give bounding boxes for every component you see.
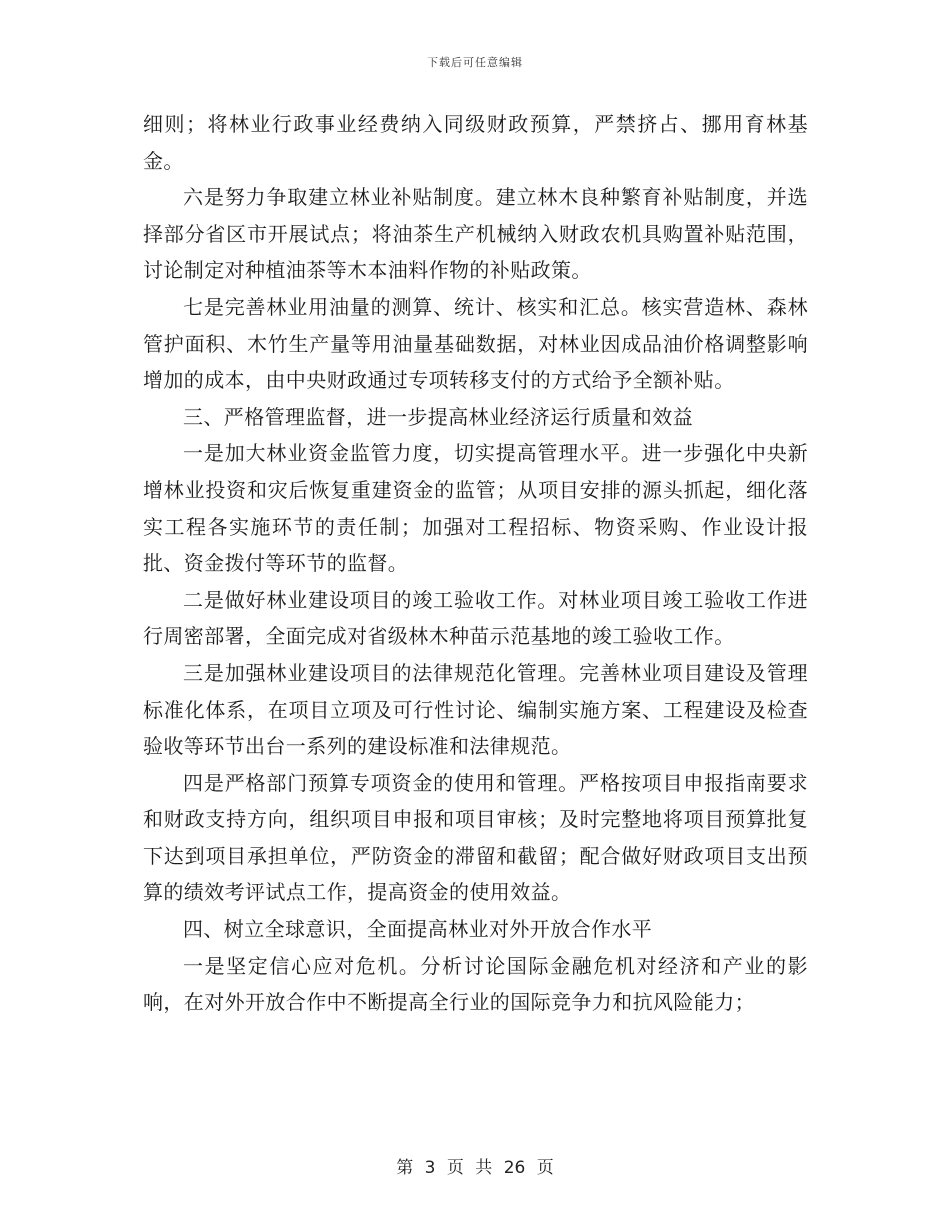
paragraph: 六是努力争取建立林业补贴制度。建立林木良种繁育补贴制度，并选择部分省区市开展试点；将油茶生产机械纳入财政农机具购置补贴范围，讨论制定对种植油茶等木本油料作物的补贴政策。 <box>143 185 808 283</box>
section-heading: 四、树立全球意识，全面提高林业对外开放合作水平 <box>183 917 653 942</box>
page-header: 下载后可任意编辑 <box>427 56 523 69</box>
page-number: 第 3 页 共 26 页 <box>396 1158 554 1178</box>
paragraph: 七是完善林业用油量的测算、统计、核实和汇总。核实营造林、森林管护面积、木竹生产量等用油量基础数据，对林业因成品油价格调整影响增加的成本，由中央财政通过专项转移支付的方式给予全额补贴。 <box>143 294 808 393</box>
paragraph: 三是加强林业建设项目的法律规范化管理。完善林业项目建设及管理标准化体系，在项目立项及可行性讨论、编制实施方案、工程建设及检查验收等环节出台一系列的建设标准和法律规范。 <box>143 660 808 759</box>
section-heading: 三、严格管理监督，进一步提高林业经济运行质量和效益 <box>183 404 693 429</box>
paragraph: 四是严格部门预算专项资金的使用和管理。严格按项目申报指南要求和财政支持方向，组织项目申报和项目审核；及时完整地将项目预算批复下达到项目承担单位，严防资金的滞留和截留；配合做好财政项目支出预算的绩效考评试点工作，提高资金的使用效益。 <box>143 770 808 905</box>
paragraph: 一是加大林业资金监管力度，切实提高管理水平。进一步强化中央新增林业投资和灾后恢复重建资金的监管；从项目安排的源头抓起，细化落实工程各实施环节的责任制；加强对工程招标、物资采购、作业设计报批、资金拨付等环节的监督。 <box>143 441 808 576</box>
paragraph: 二是做好林业建设项目的竣工验收工作。对林业项目竣工验收工作进行周密部署，全面完成对省级林木种苗示范基地的竣工验收工作。 <box>143 587 808 649</box>
paragraph: 一是坚定信心应对危机。分析讨论国际金融危机对经济和产业的影响，在对外开放合作中不断提高全行业的国际竞争力和抗风险能力； <box>143 953 808 1015</box>
paragraph: 细则；将林业行政事业经费纳入同级财政预算，严禁挤占、挪用育林基金。 <box>143 112 808 173</box>
document-body <box>143 106 808 1021</box>
